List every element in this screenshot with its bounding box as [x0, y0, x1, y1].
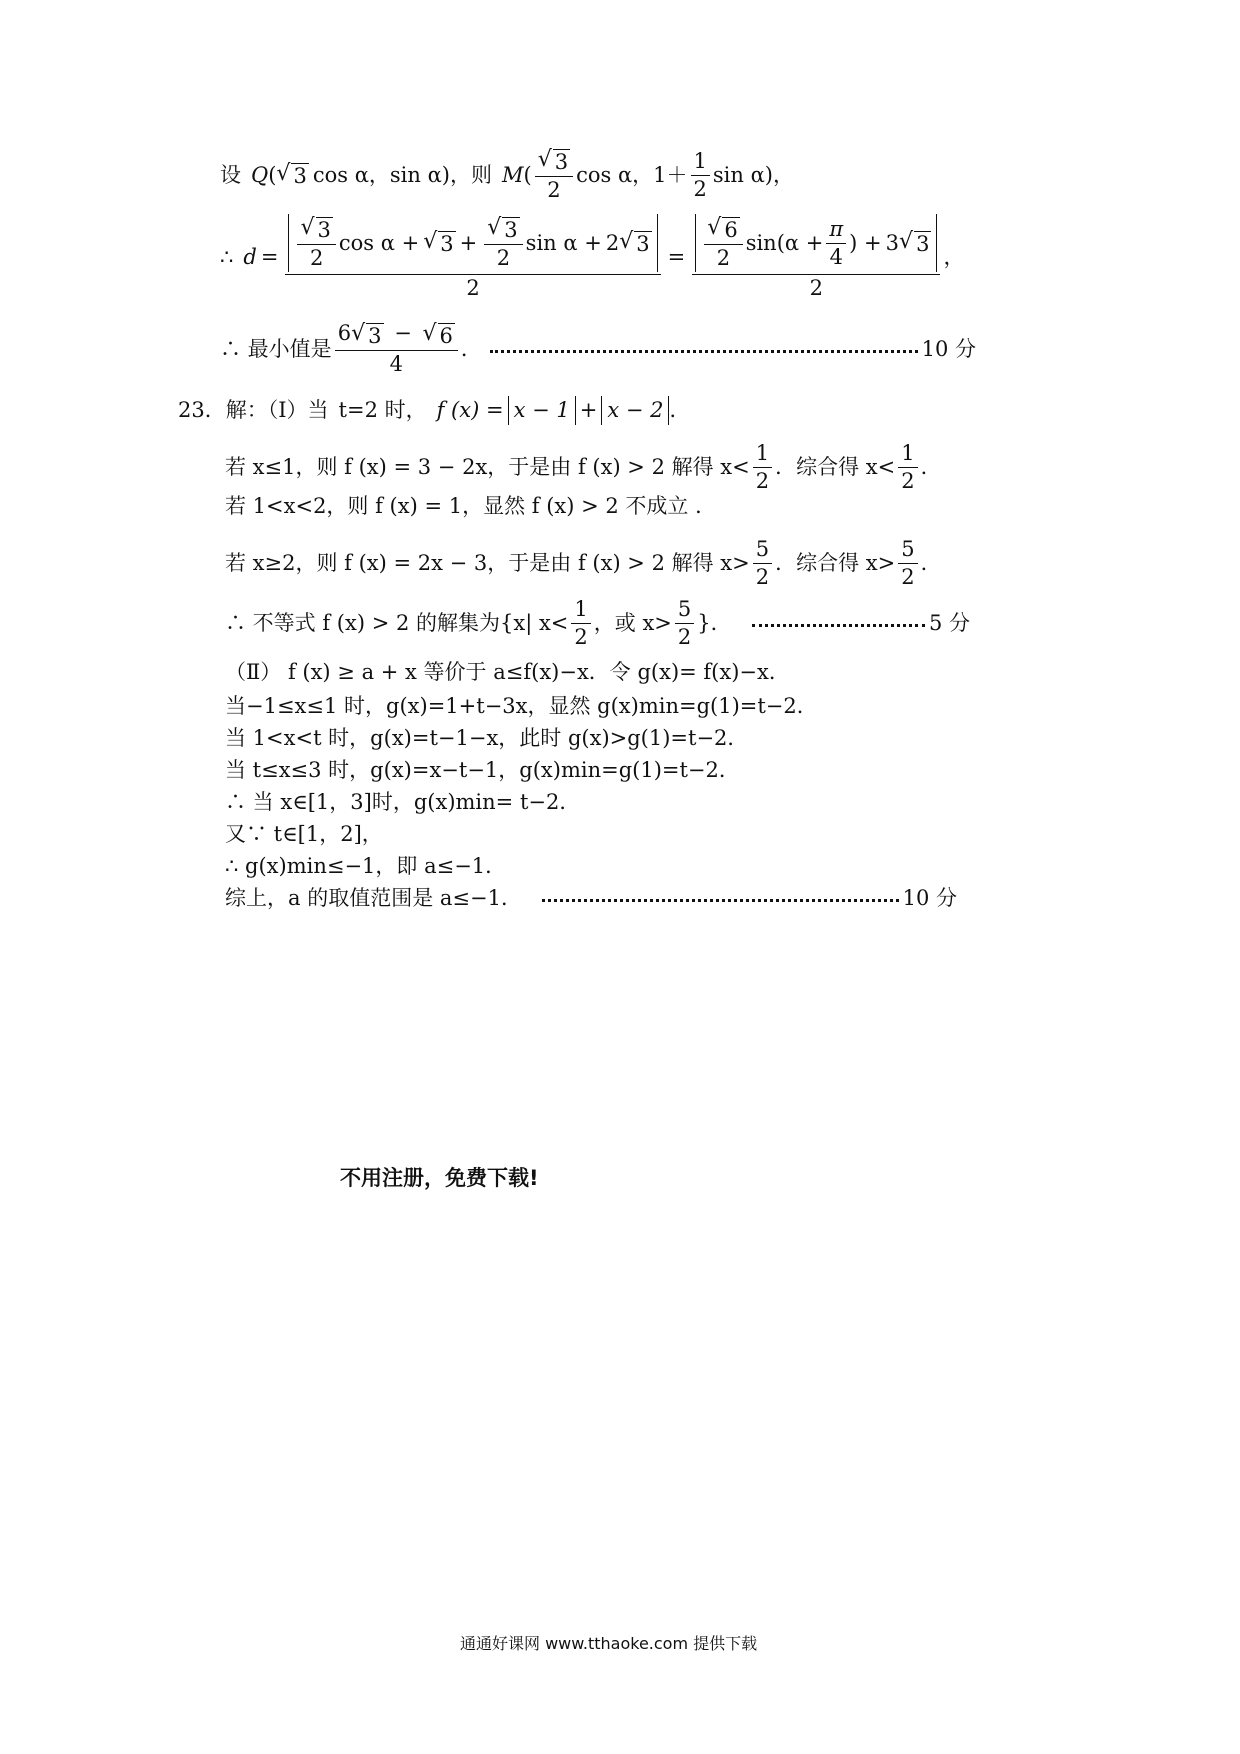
text-min-label: ∴ 最小值是 — [220, 336, 332, 361]
text-f-eq: f (x) = — [436, 398, 504, 422]
part-2-step-6: ∴ g(x)min≤−1，即 a≤−1． — [225, 854, 507, 878]
score-10-final: 10 分 — [902, 886, 957, 910]
dotted-leader — [542, 899, 899, 902]
promo-text: 不用注册，免费下载! — [340, 1166, 539, 1190]
text-paren: ( — [268, 162, 277, 187]
fraction-min-value: 6 √ 3 − √ 6 4 — [335, 322, 458, 376]
text-comma: ， — [943, 244, 965, 269]
case-x-ge-2: 若 x≥2，则 f (x) = 2x − 3，于是由 f (x) > 2 解得 x> $\frac{5}{2}$ ．综合得 x> $\frac{5}{2}$ ． — [225, 537, 942, 590]
equals-sign: = — [667, 244, 686, 269]
score-5: 5 分 — [928, 611, 970, 635]
text-t-eq: t=2 时， — [338, 398, 427, 422]
q-m-definition-line: 设 Q ( √ 3 cos α，sin α)，则 M ( √ 3 2 cos α，1＋ $\frac{1}{2}$ sin α)， — [220, 147, 794, 203]
var-q: Q — [251, 162, 269, 187]
problem-23-heading: 23． 解：（Ⅰ）当 t=2 时， f (x) = x − 1 + x − 2 ． — [178, 396, 690, 425]
case-1-lt-x-lt-2: 若 1<x<2，则 f (x) = 1，显然 f (x) > 2 不成立 ． — [225, 494, 717, 518]
part-2-step-2: 当 1<x<t 时，g(x)=t−1−x，此时 g(x)>g(1)=t−2． — [225, 726, 749, 750]
abs-x-minus-1: x − 1 — [508, 396, 576, 425]
dotted-leader — [490, 350, 918, 353]
conclusion-line: 综上，a 的取值范围是 a≤−1． 10 分 — [225, 886, 957, 910]
distance-formula-line: ∴ d = √ 3 2 cos α + √ 3 + √ 3 2 sin α + 2 √ 3 2 = √ 6 2 sin(α + $\frac{\pi}{4}$ ) + 3 √ 3 2 ， — [220, 215, 965, 301]
fraction-sqrt3-over-2: √ 3 2 — [535, 148, 573, 202]
var-d: d — [243, 244, 257, 269]
minimum-value-line: ∴ 最小值是 6 √ 3 − √ 6 4 ． 10 分 — [220, 321, 976, 377]
distance-fraction-1: √ 3 2 cos α + √ 3 + √ 3 2 sin α + 2 √ 3 2 — [285, 214, 660, 300]
therefore-symbol: ∴ — [220, 244, 234, 269]
part-2-step-3: 当 t≤x≤3 时，g(x)=x−t−1，g(x)min=g(1)=t−2． — [225, 758, 740, 782]
score-10: 10 分 — [921, 336, 976, 361]
distance-fraction-2: √ 6 2 sin(α + $\frac{\pi}{4}$ ) + 3 √ 3 2 — [692, 214, 940, 300]
solution-set-line: ∴ 不等式 f (x) > 2 的解集为{x| x< $\frac{1}{2}$ ，或 x> $\frac{5}{2}$ }． 5 分 — [225, 597, 970, 650]
text-m-args: cos α，1＋ — [576, 162, 688, 187]
sqrt-3: √ 3 — [276, 160, 307, 188]
text-she: 设 — [220, 162, 241, 187]
page-footer: 通通好课网 www.tthaoke.com 提供下载 — [460, 1634, 758, 1653]
abs-x-minus-2: x − 2 — [601, 396, 669, 425]
part-2-step-1: 当−1≤x≤1 时，g(x)=1+t−3x，显然 g(x)min=g(1)=t−2． — [225, 694, 818, 718]
var-m: M — [501, 162, 524, 187]
case-x-le-1: 若 x≤1，则 f (x) = 3 − 2x，于是由 f (x) > 2 解得 x< $\frac{1}{2}$ ．综合得 x< $\frac{1}{2}$ ． — [225, 441, 942, 494]
text-jie: 解：（Ⅰ）当 — [225, 398, 329, 422]
text-m-end: sin α)， — [712, 162, 794, 187]
problem-number: 23． — [178, 398, 226, 422]
fraction-1-over-2: $\frac{1}{2}$ — [691, 150, 710, 201]
abs-expression-2: √ 6 2 sin(α + $\frac{\pi}{4}$ ) + 3 √ 3 — [695, 214, 937, 272]
dotted-leader — [752, 624, 925, 627]
abs-expression-1: √ 3 2 cos α + √ 3 + √ 3 2 sin α + 2 √ 3 — [288, 214, 657, 272]
part-2-line: （Ⅱ） f (x) ≥ a + x 等价于 a≤f(x)−x．令 g(x)= f(x)−x． — [225, 660, 790, 684]
part-2-step-5: 又∵ t∈[1，2]， — [225, 822, 383, 846]
part-2-step-4: ∴ 当 x∈[1，3]时，g(x)min= t−2． — [225, 790, 581, 814]
text-q-args: cos α，sin α)，则 — [312, 162, 492, 187]
